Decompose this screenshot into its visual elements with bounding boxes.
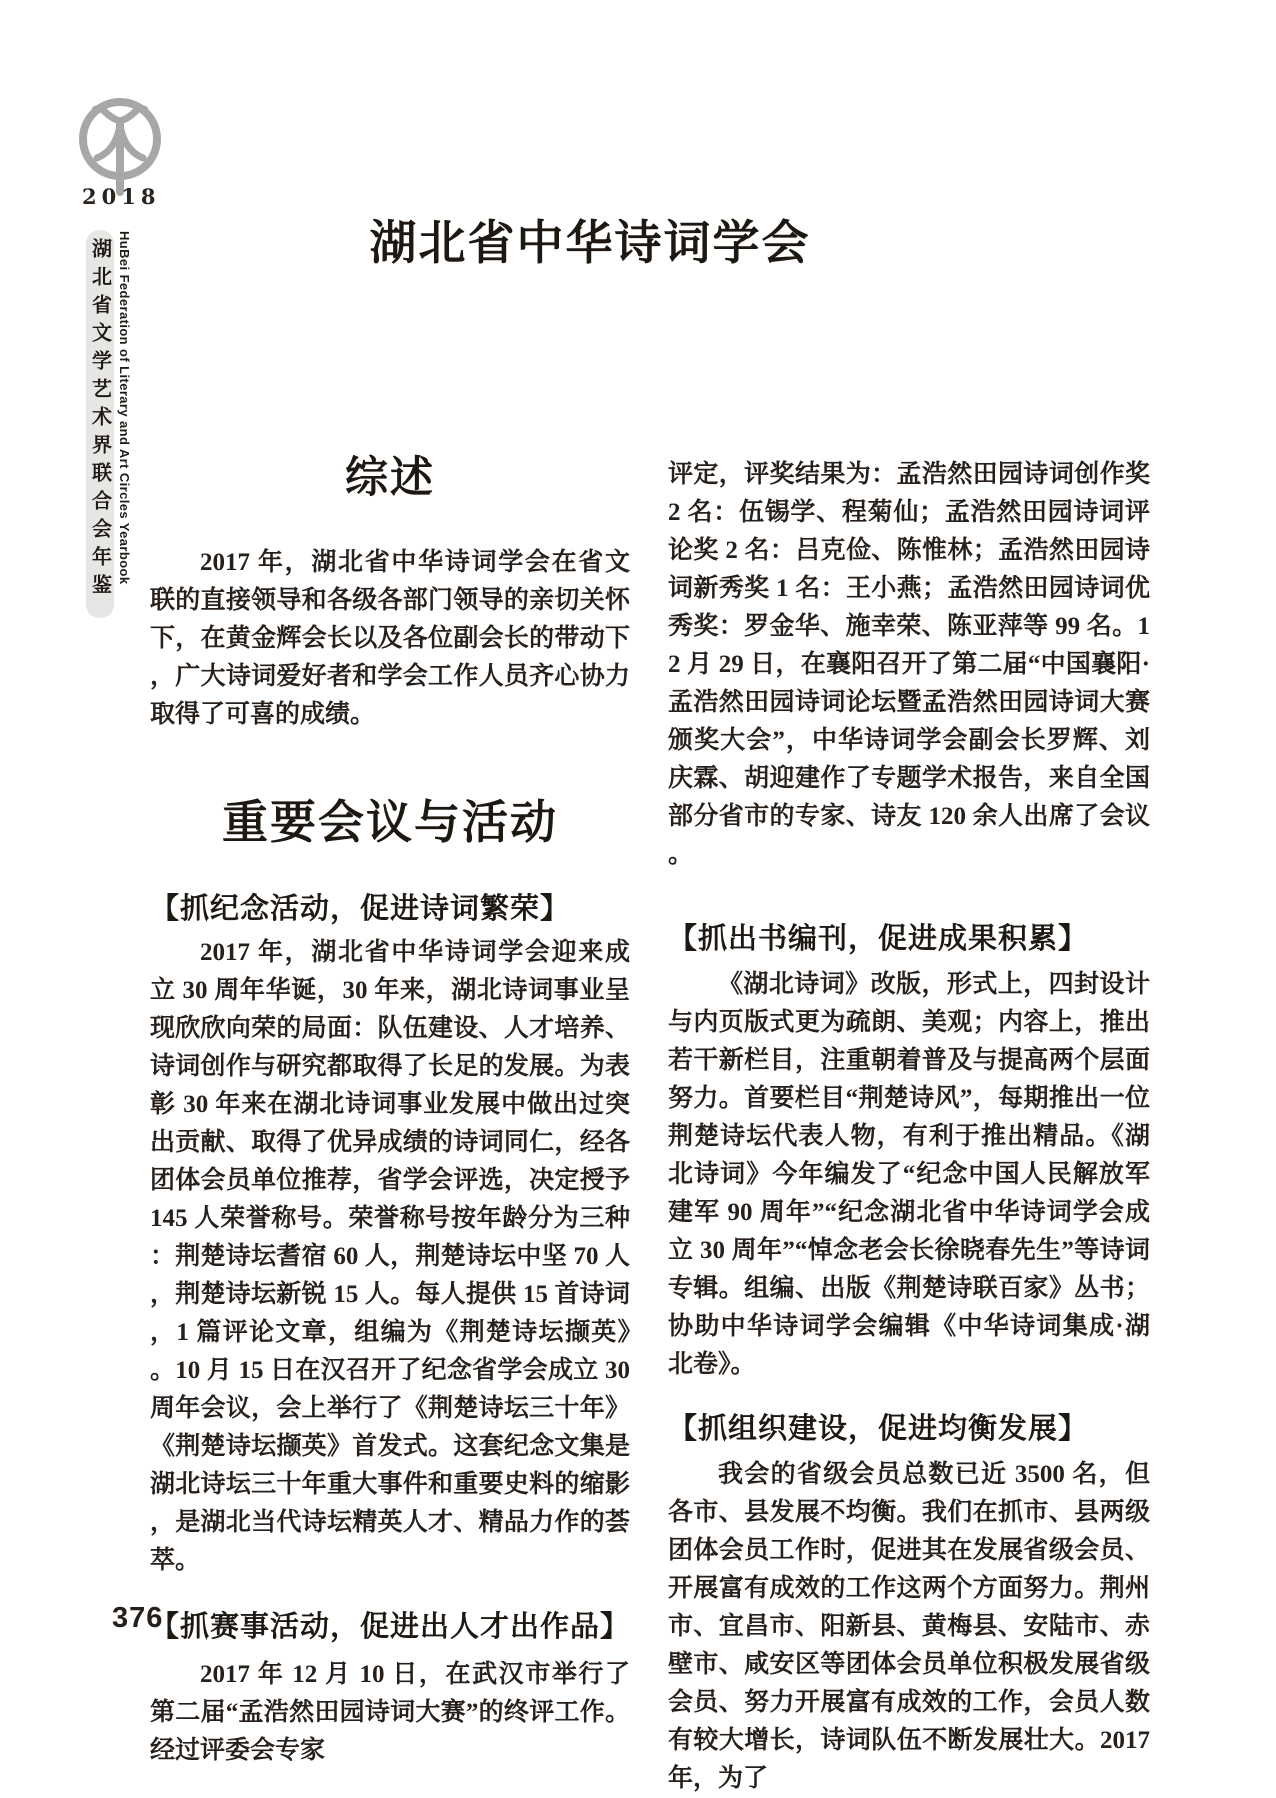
organization-paragraph: 我会的省级会员总数已近 3500 名，但各市、县发展不均衡。我们在抓市、县两级团体会员工作时，促进其在发展省级会员、开展富有成效的工作这两个方面努力。荆州市、宜昌市、阳新县、黄梅县、安陆市、赤壁市、咸安区等团体会员单位积极发展省级会员、努力开展富有成效的工作，会员人数有较大增长，诗词队伍不断发展壮大。2017 年，为了 xyxy=(668,1461,1150,1792)
section-heading-meetings: 重要会议与活动 xyxy=(222,796,558,848)
vertical-title-english: HuBei Federation of Literary and Art Circles Yearbook xyxy=(117,231,132,585)
subsection-heading-organization: 【抓组织建设，促进均衡发展】 xyxy=(668,1413,1089,1445)
vertical-title-chinese: 湖北省文学艺术界联合会年鉴 xyxy=(88,238,111,602)
federation-logo-icon xyxy=(70,92,170,196)
section-heading-overview: 综述 xyxy=(345,454,435,502)
publishing-paragraph: 《湖北诗词》改版，形式上，四封设计与内页版式更为疏朗、美观；内容上，推出若干新栏目，注重朝着普及与提高两个层面努力。首要栏目“荆楚诗风”，每期推出一位荆楚诗坛代表人物，有利于推出精品。《湖北诗词》今年编发了“纪念中国人民解放军建军 90 周年”“纪念湖北省中华诗词学会成立 30 周年”“悼念老会长徐晓春先生”等诗词专辑。组编、出版《荆楚诗联百家》丛书；协助中华诗词学会编辑《中华诗词集成·湖北卷》。 xyxy=(668,971,1150,1378)
commemoration-paragraph: 2017 年，湖北省中华诗词学会迎来成立 30 周年华诞，30 年来，湖北诗词事业呈现欣欣向荣的局面：队伍建设、人才培养、诗词创作与研究都取得了长足的发展。为表彰 30 年来在湖北诗词事业发展中做出过突出贡献、取得了优异成绩的诗词同仁，经各团体会员单位推荐，省学会评选，决定授予 145 人荣誉称号。荣誉称号按年龄分为三种：荆楚诗坛耆宿 60 人，荆楚诗坛中坚 70 人，荆楚诗坛新锐 15 人。每人提供 15 首诗词，1 篇评论文章，组编为《荆楚诗坛撷英》。10 月 15 日在汉召开了纪念省学会成立 30 周年会议，会上举行了《荆楚诗坛三十年》《荆楚诗坛撷英》首发式。这套纪念文集是湖北诗坛三十年重大事件和重要史料的缩影，是湖北当代诗坛精英人才、精品力作的荟萃。 xyxy=(150,939,630,1574)
vertical-title-strip xyxy=(86,230,114,618)
yearbook-year: 2018 xyxy=(82,184,161,209)
page-number: 376 xyxy=(112,1602,164,1634)
article-title: 湖北省中华诗词学会 xyxy=(369,218,811,270)
competitions-paragraph-start: 2017 年 12 月 10 日，在武汉市举行了第二届“孟浩然田园诗词大赛”的终评工作。经过评委会专家 xyxy=(150,1661,630,1764)
left-column xyxy=(150,440,630,1770)
subsection-heading-publishing: 【抓出书编刊，促进成果积累】 xyxy=(668,923,1089,955)
competitions-paragraph-continued: 评定，评奖结果为：孟浩然田园诗词创作奖 2 名：伍锡学、程菊仙；孟浩然田园诗词评论奖 2 名：吕克俭、陈惟林；孟浩然田园诗词新秀奖 1 名：王小燕；孟浩然田园诗词优秀奖：罗金华、施幸荣、陈亚萍等 99 名。12 月 29 日，在襄阳召开了第二届“中国襄阳·孟浩然田园诗词论坛暨孟浩然田园诗词大赛颁奖大会”，中华诗词学会副会长罗辉、刘庆霖、胡迎建作了专题学术报告，来自全国部分省市的专家、诗友 120 余人出席了会议。 xyxy=(668,461,1150,868)
overview-paragraph: 2017 年，湖北省中华诗词学会在省文联的直接领导和各级各部门领导的亲切关怀下，在黄金辉会长以及各位副会长的带动下，广大诗词爱好者和学会工作人员齐心协力取得了可喜的成绩。 xyxy=(150,549,630,728)
subsection-heading-competitions: 【抓赛事活动，促进出人才出作品】 xyxy=(150,1611,631,1643)
subsection-heading-commemoration: 【抓纪念活动，促进诗词繁荣】 xyxy=(150,893,571,925)
right-column xyxy=(668,440,1150,1798)
